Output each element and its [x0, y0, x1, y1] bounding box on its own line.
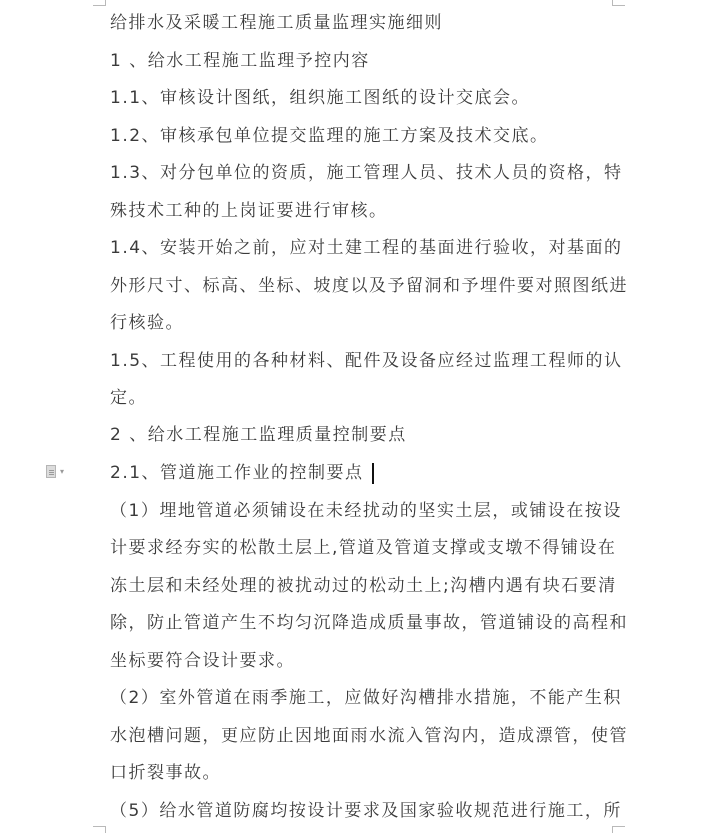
document-icon [46, 465, 56, 478]
text-line: 坐标要符合设计要求。 [110, 651, 295, 671]
text-line: 除，防止管道产生不均匀沉降造成质量事故，管道铺设的高程和 [110, 613, 628, 633]
paragraph-layout-icon[interactable] [46, 463, 74, 479]
section-heading: 1 、给水工程施工监理予控内容 [110, 51, 370, 71]
text-line: 1.2、审核承包单位提交监理的施工方案及技术交底。 [110, 126, 549, 146]
text-line: 1.5、工程使用的各种材料、配件及设备应经过监理工程师的认 [110, 351, 623, 371]
text-line: 水泡槽问题，更应防止因地面雨水流入管沟内，造成漂管，使管 [110, 726, 628, 746]
text-line: 1.4、安装开始之前，应对土建工程的基面进行验收，对基面的 [110, 238, 623, 258]
text-cursor [372, 463, 374, 484]
text-line: （5）给水管道防腐均按设计要求及国家验收规范进行施工，所 [110, 801, 622, 821]
text-line: 外形尺寸、标高、坐标、坡度以及予留洞和予埋件要对照图纸进 [110, 276, 628, 296]
page-corner-top-left [93, 0, 106, 6]
text-line: 口折裂事故。 [110, 763, 221, 783]
text-line: 殊技术工种的上岗证要进行审核。 [110, 201, 388, 221]
text-line: 定。 [110, 388, 147, 408]
text-line: 1.3、对分包单位的资质，施工管理人员、技术人员的资格，特 [110, 163, 623, 183]
subsection-heading: 2.1、管道施工作业的控制要点 [110, 463, 371, 483]
page-corner-top-right [612, 0, 625, 6]
text-line: 行核验。 [110, 313, 184, 333]
text-line: 计要求经夯实的松散土层上,管道及管道支撑或支墩不得铺设在 [110, 538, 617, 558]
text-line: （1）埋地管道必须铺设在未经扰动的坚实土层，或铺设在按设 [110, 501, 622, 521]
text-line: （2）室外管道在雨季施工，应做好沟槽排水措施，不能产生积 [110, 688, 622, 708]
text-line: 冻土层和未经处理的被扰动过的松动土上;沟槽内遇有块石要清 [110, 576, 617, 596]
document-title: 给排水及采暖工程施工质量监理实施细则 [110, 13, 443, 33]
section-heading: 2 、给水工程施工监理质量控制要点 [110, 425, 407, 445]
chevron-down-icon: ▾ [60, 466, 65, 476]
text-line: 1.1、审核设计图纸，组织施工图纸的设计交底会。 [110, 88, 531, 108]
active-text-line[interactable] [110, 462, 636, 484]
